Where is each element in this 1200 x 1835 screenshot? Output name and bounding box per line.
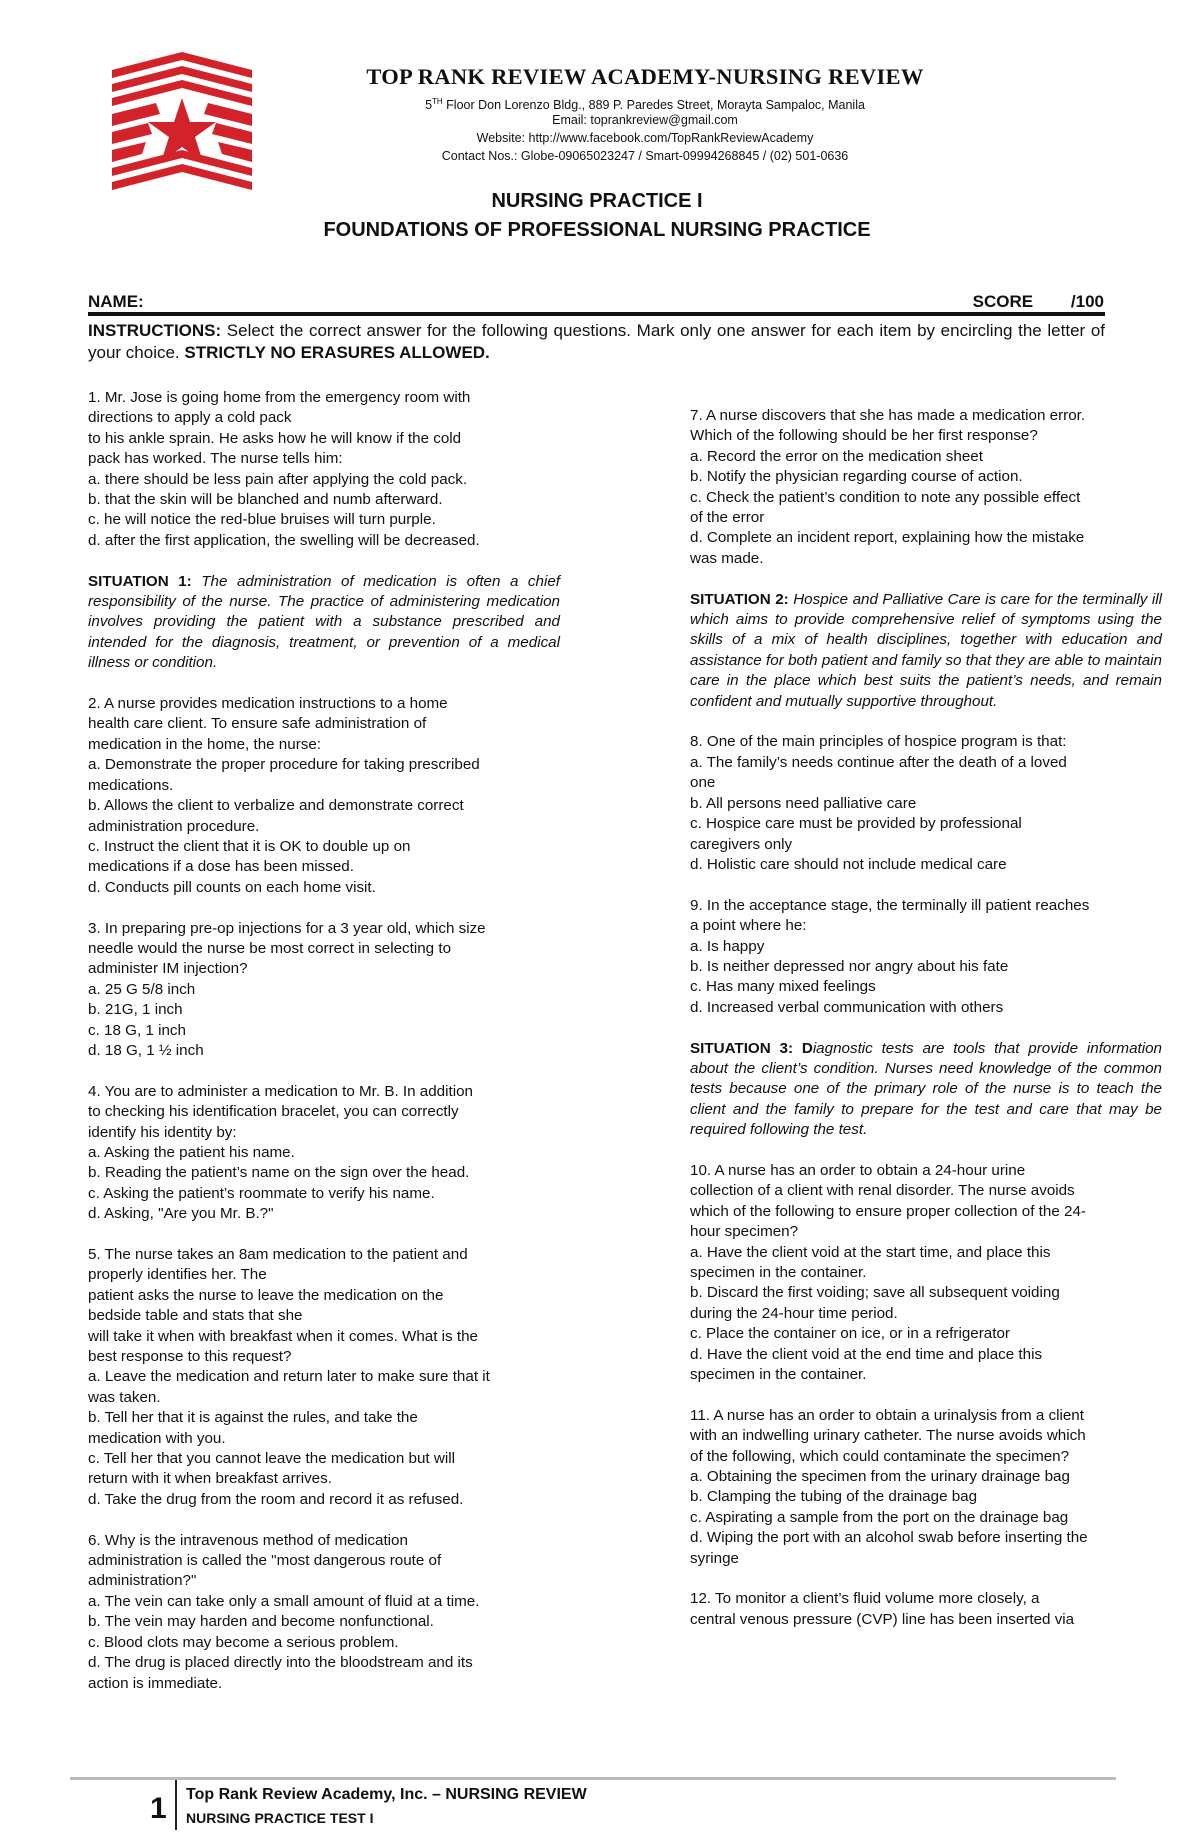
question-line: b. Discard the first voiding; save all subsequent voiding <box>690 1284 1060 1302</box>
question-line: d. Take the drug from the room and record it as refused. <box>88 1490 464 1508</box>
question-line: d. The drug is placed directly into the bloodstream and its <box>88 1654 473 1672</box>
situation-3-label: SITUATION 3: <box>690 1039 794 1057</box>
question-3 <box>88 919 560 1062</box>
question-line: b. Reading the patient’s name on the sign over the head. <box>88 1164 470 1182</box>
question-line: b. that the skin will be blanched and numb afterward. <box>88 491 443 509</box>
situation-1-label: SITUATION 1: <box>88 572 192 590</box>
question-line: a. Obtaining the specimen from the urinary drainage bag <box>690 1468 1070 1486</box>
question-line: a. The family’s needs continue after the death of a loved <box>690 753 1067 771</box>
score-label: SCORE /100 <box>972 292 1104 311</box>
question-line: was taken. <box>88 1388 161 1406</box>
question-line: a. Is happy <box>690 937 765 955</box>
question-line: with an indwelling urinary catheter. The nurse avoids which <box>690 1427 1086 1445</box>
question-line: bedside table and stats that she <box>88 1307 303 1325</box>
question-line: c. Aspirating a sample from the port on the drainage bag <box>690 1508 1069 1526</box>
question-line: d. Increased verbal communication with others <box>690 998 1004 1016</box>
question-line: syringe <box>690 1549 739 1567</box>
question-line: administration is called the "most dangerous route of <box>88 1552 442 1570</box>
situation-2 <box>690 590 1162 712</box>
question-12 <box>690 1589 1162 1630</box>
question-line: collection of a client with renal disorder. The nurse avoids <box>690 1182 1075 1200</box>
question-line: c. 18 G, 1 inch <box>88 1021 186 1039</box>
subject-title: NURSING PRACTICE I <box>491 190 703 212</box>
question-stem-line: 4. You are to administer a medication to Mr. B. In addition <box>88 1082 473 1100</box>
question-line: c. Instruct the client that it is OK to double up on <box>88 837 411 855</box>
question-line: a. The vein can take only a small amount of fluid at a time. <box>88 1592 480 1610</box>
question-7 <box>690 406 1162 569</box>
situation-2-text: Hospice and Palliative Care is care for the terminally ill which aims to provide comprehensive relief of symptoms using the skills of a mix of health disciplines, together with education and assistance for both patient and family so that they are able to maintain care in the place which best suits the patient’s needs, and remain confident and mutually supportive throughout. <box>690 590 1163 710</box>
question-line: patient asks the nurse to leave the medication on the <box>88 1286 444 1304</box>
situation-1 <box>88 572 560 674</box>
question-stem-line: 6. Why is the intravenous method of medication <box>88 1531 408 1549</box>
question-line: b. Clamping the tubing of the drainage bag <box>690 1488 978 1506</box>
question-line: hour specimen? <box>690 1223 799 1241</box>
question-line: d. Asking, "Are you Mr. B.?" <box>88 1205 274 1223</box>
question-line: c. Check the patient’s condition to note any possible effect <box>690 488 1081 506</box>
question-line: administer IM injection? <box>88 960 248 978</box>
question-line: to checking his identification bracelet, you can correctly <box>88 1103 459 1121</box>
question-line: of the following, which could contaminate the specimen? <box>690 1447 1070 1465</box>
question-line: a. Asking the patient his name. <box>88 1143 295 1161</box>
question-line: d. after the first application, the swelling will be decreased. <box>88 531 480 549</box>
question-line: c. Tell her that you cannot leave the medication but will <box>88 1450 455 1468</box>
question-line: b. All persons need palliative care <box>690 794 917 812</box>
question-line: medication with you. <box>88 1429 226 1447</box>
page-number: 1 <box>150 1792 167 1825</box>
question-line: a. Record the error on the medication sheet <box>690 447 983 465</box>
question-line: identify his identity by: <box>88 1123 237 1141</box>
academy-name: TOP RANK REVIEW ACADEMY-NURSING REVIEW <box>366 64 924 89</box>
question-line: will take it when with breakfast when it comes. What is the <box>88 1327 478 1345</box>
question-line: central venous pressure (CVP) line has been inserted via <box>690 1610 1075 1628</box>
question-line: best response to this request? <box>88 1348 292 1366</box>
question-stem-line: 2. A nurse provides medication instructions to a home <box>88 695 448 713</box>
question-line: b. Is neither depressed nor angry about his fate <box>690 957 1009 975</box>
question-stem-line: 12. To monitor a client’s fluid volume more closely, a <box>690 1590 1040 1608</box>
question-8 <box>690 732 1162 875</box>
footer-academy: Top Rank Review Academy, Inc. – NURSING REVIEW <box>186 1786 587 1803</box>
email-line: Email: toprankreview@gmail.com <box>552 113 738 127</box>
name-score-row <box>88 292 1104 312</box>
question-1 <box>88 388 560 551</box>
footer-test-name: NURSING PRACTICE TEST I <box>186 1810 374 1826</box>
instructions-label: INSTRUCTIONS: <box>88 321 222 340</box>
situation-3-text: iagnostic tests are tools that provide information about the client’s condition. Nurses need knowledge of the common tests because one of the primary role of the nurse is to teach the client and the family to prepare for the test and care that may be required following the test. <box>690 1039 1163 1139</box>
question-line: b. Tell her that it is against the rules, and take the <box>88 1409 418 1427</box>
question-line: specimen in the container. <box>690 1366 867 1384</box>
question-line: a. Have the client void at the start time, and place this <box>690 1243 1051 1261</box>
question-6 <box>88 1531 560 1694</box>
question-line: one <box>690 774 716 792</box>
contact-line: Contact Nos.: Globe-09065023247 / Smart-09994268845 / (02) 501-0636 <box>441 149 849 163</box>
question-line: d. 18 G, 1 ½ inch <box>88 1041 204 1059</box>
question-2 <box>88 694 560 898</box>
question-line: c. Asking the patient’s roommate to verify his name. <box>88 1184 435 1202</box>
header-divider <box>88 312 1105 316</box>
floor-superscript: TH <box>432 97 443 106</box>
question-line: c. Hospice care must be provided by professional <box>690 815 1022 833</box>
address-text: Floor Don Lorenzo Bldg., 889 P. Paredes Street, Morayta Sampaloc, Manila <box>442 98 865 112</box>
question-line: action is immediate. <box>88 1674 223 1692</box>
question-stem-line: 1. Mr. Jose is going home from the emergency room with <box>88 389 471 406</box>
question-line: c. Place the container on ice, or in a refrigerator <box>690 1325 1010 1343</box>
question-line: needle would the nurse be most correct in selecting to <box>88 939 452 957</box>
question-9 <box>690 896 1162 1018</box>
question-stem-line: 8. One of the main principles of hospice program is that: <box>690 733 1067 751</box>
question-line: a. there should be less pain after applying the cold pack. <box>88 470 468 488</box>
instructions-warning: STRICTLY NO ERASURES ALLOWED. <box>184 343 490 362</box>
question-line: caregivers only <box>690 835 793 853</box>
question-line: c. Blood clots may become a serious problem. <box>88 1633 399 1651</box>
footer-divider <box>70 1777 1116 1780</box>
question-line: medications. <box>88 776 174 794</box>
question-line: c. Has many mixed feelings <box>690 978 876 996</box>
website-line: Website: http://www.facebook.com/TopRankReviewAcademy <box>476 131 814 145</box>
name-label: NAME: <box>88 292 144 311</box>
situation-3-initial: D <box>793 1039 813 1057</box>
question-line: b. 21G, 1 inch <box>88 1001 183 1019</box>
question-line: medications if a dose has been missed. <box>88 858 354 876</box>
situation-1-text: The administration of medication is often a chief responsibility of the nurse. The practice of administering medication involves providing the patient with a substance prescribed and intended for the diagnosis, treatment, or prevention of a medical illness or condition. <box>88 572 561 672</box>
star-chevron-logo-icon <box>112 52 252 196</box>
question-line: specimen in the container. <box>690 1263 867 1281</box>
question-stem-line: 11. A nurse has an order to obtain a urinalysis from a client <box>690 1406 1084 1424</box>
question-line: b. Allows the client to verbalize and demonstrate correct <box>88 797 464 815</box>
question-line: b. Notify the physician regarding course of action. <box>690 468 1023 486</box>
question-11 <box>690 1406 1162 1569</box>
question-4 <box>88 1082 560 1225</box>
question-line: directions to apply a cold pack <box>88 409 292 427</box>
question-line: return with it when breakfast arrives. <box>88 1470 332 1488</box>
question-line: medication in the home, the nurse: <box>88 735 322 753</box>
instructions <box>88 320 1105 364</box>
question-line: during the 24-hour time period. <box>690 1304 898 1322</box>
question-line: was made. <box>690 549 764 567</box>
left-column <box>88 388 560 1714</box>
question-line: properly identifies her. The <box>88 1266 267 1284</box>
question-line: d. Wiping the port with an alcohol swab before inserting the <box>690 1529 1088 1547</box>
question-line: c. he will notice the red-blue bruises will turn purple. <box>88 511 436 529</box>
question-line: a. Leave the medication and return later to make sure that it <box>88 1368 490 1386</box>
situation-3 <box>690 1039 1162 1141</box>
question-line: a point where he: <box>690 917 807 935</box>
question-line: pack has worked. The nurse tells him: <box>88 450 343 468</box>
subject-subtitle: FOUNDATIONS OF PROFESSIONAL NURSING PRACTICE <box>323 219 871 241</box>
question-line: d. Conducts pill counts on each home visit. <box>88 878 376 896</box>
question-line: a. Demonstrate the proper procedure for taking prescribed <box>88 756 480 774</box>
question-line: administration procedure. <box>88 817 260 835</box>
question-line: administration?" <box>88 1572 197 1590</box>
question-line: d. Holistic care should not include medical care <box>690 855 1007 873</box>
question-stem-line: 9. In the acceptance stage, the terminally ill patient reaches <box>690 896 1090 914</box>
footer-separator <box>175 1780 177 1830</box>
question-line: which of the following to ensure proper collection of the 24- <box>690 1202 1086 1220</box>
question-10 <box>690 1161 1162 1385</box>
situation-2-label: SITUATION 2: <box>690 590 789 608</box>
question-stem-line: 5. The nurse takes an 8am medication to the patient and <box>88 1245 468 1263</box>
question-stem-line: 3. In preparing pre-op injections for a 3 year old, which size <box>88 919 486 937</box>
question-line: to his ankle sprain. He asks how he will know if the cold <box>88 429 462 447</box>
right-column <box>690 406 1162 1651</box>
question-line: of the error <box>690 509 765 527</box>
question-line: health care client. To ensure safe administration of <box>88 715 427 733</box>
question-line: Which of the following should be her first response? <box>690 427 1038 445</box>
question-stem-line: 7. A nurse discovers that she has made a medication error. <box>690 407 1086 424</box>
question-line: d. Have the client void at the end time and place this <box>690 1345 1043 1363</box>
question-line: d. Complete an incident report, explaining how the mistake <box>690 529 1085 547</box>
question-stem-line: 10. A nurse has an order to obtain a 24-hour urine <box>690 1161 1026 1179</box>
floor-number: 5 <box>425 98 433 112</box>
question-line: a. 25 G 5/8 inch <box>88 980 196 998</box>
question-line: b. The vein may harden and become nonfunctional. <box>88 1613 434 1631</box>
question-5 <box>88 1245 560 1510</box>
instructions-text: Select the correct answer for the following questions. Mark only one answer for each item by encircling the letter of your choice. <box>88 321 1105 362</box>
